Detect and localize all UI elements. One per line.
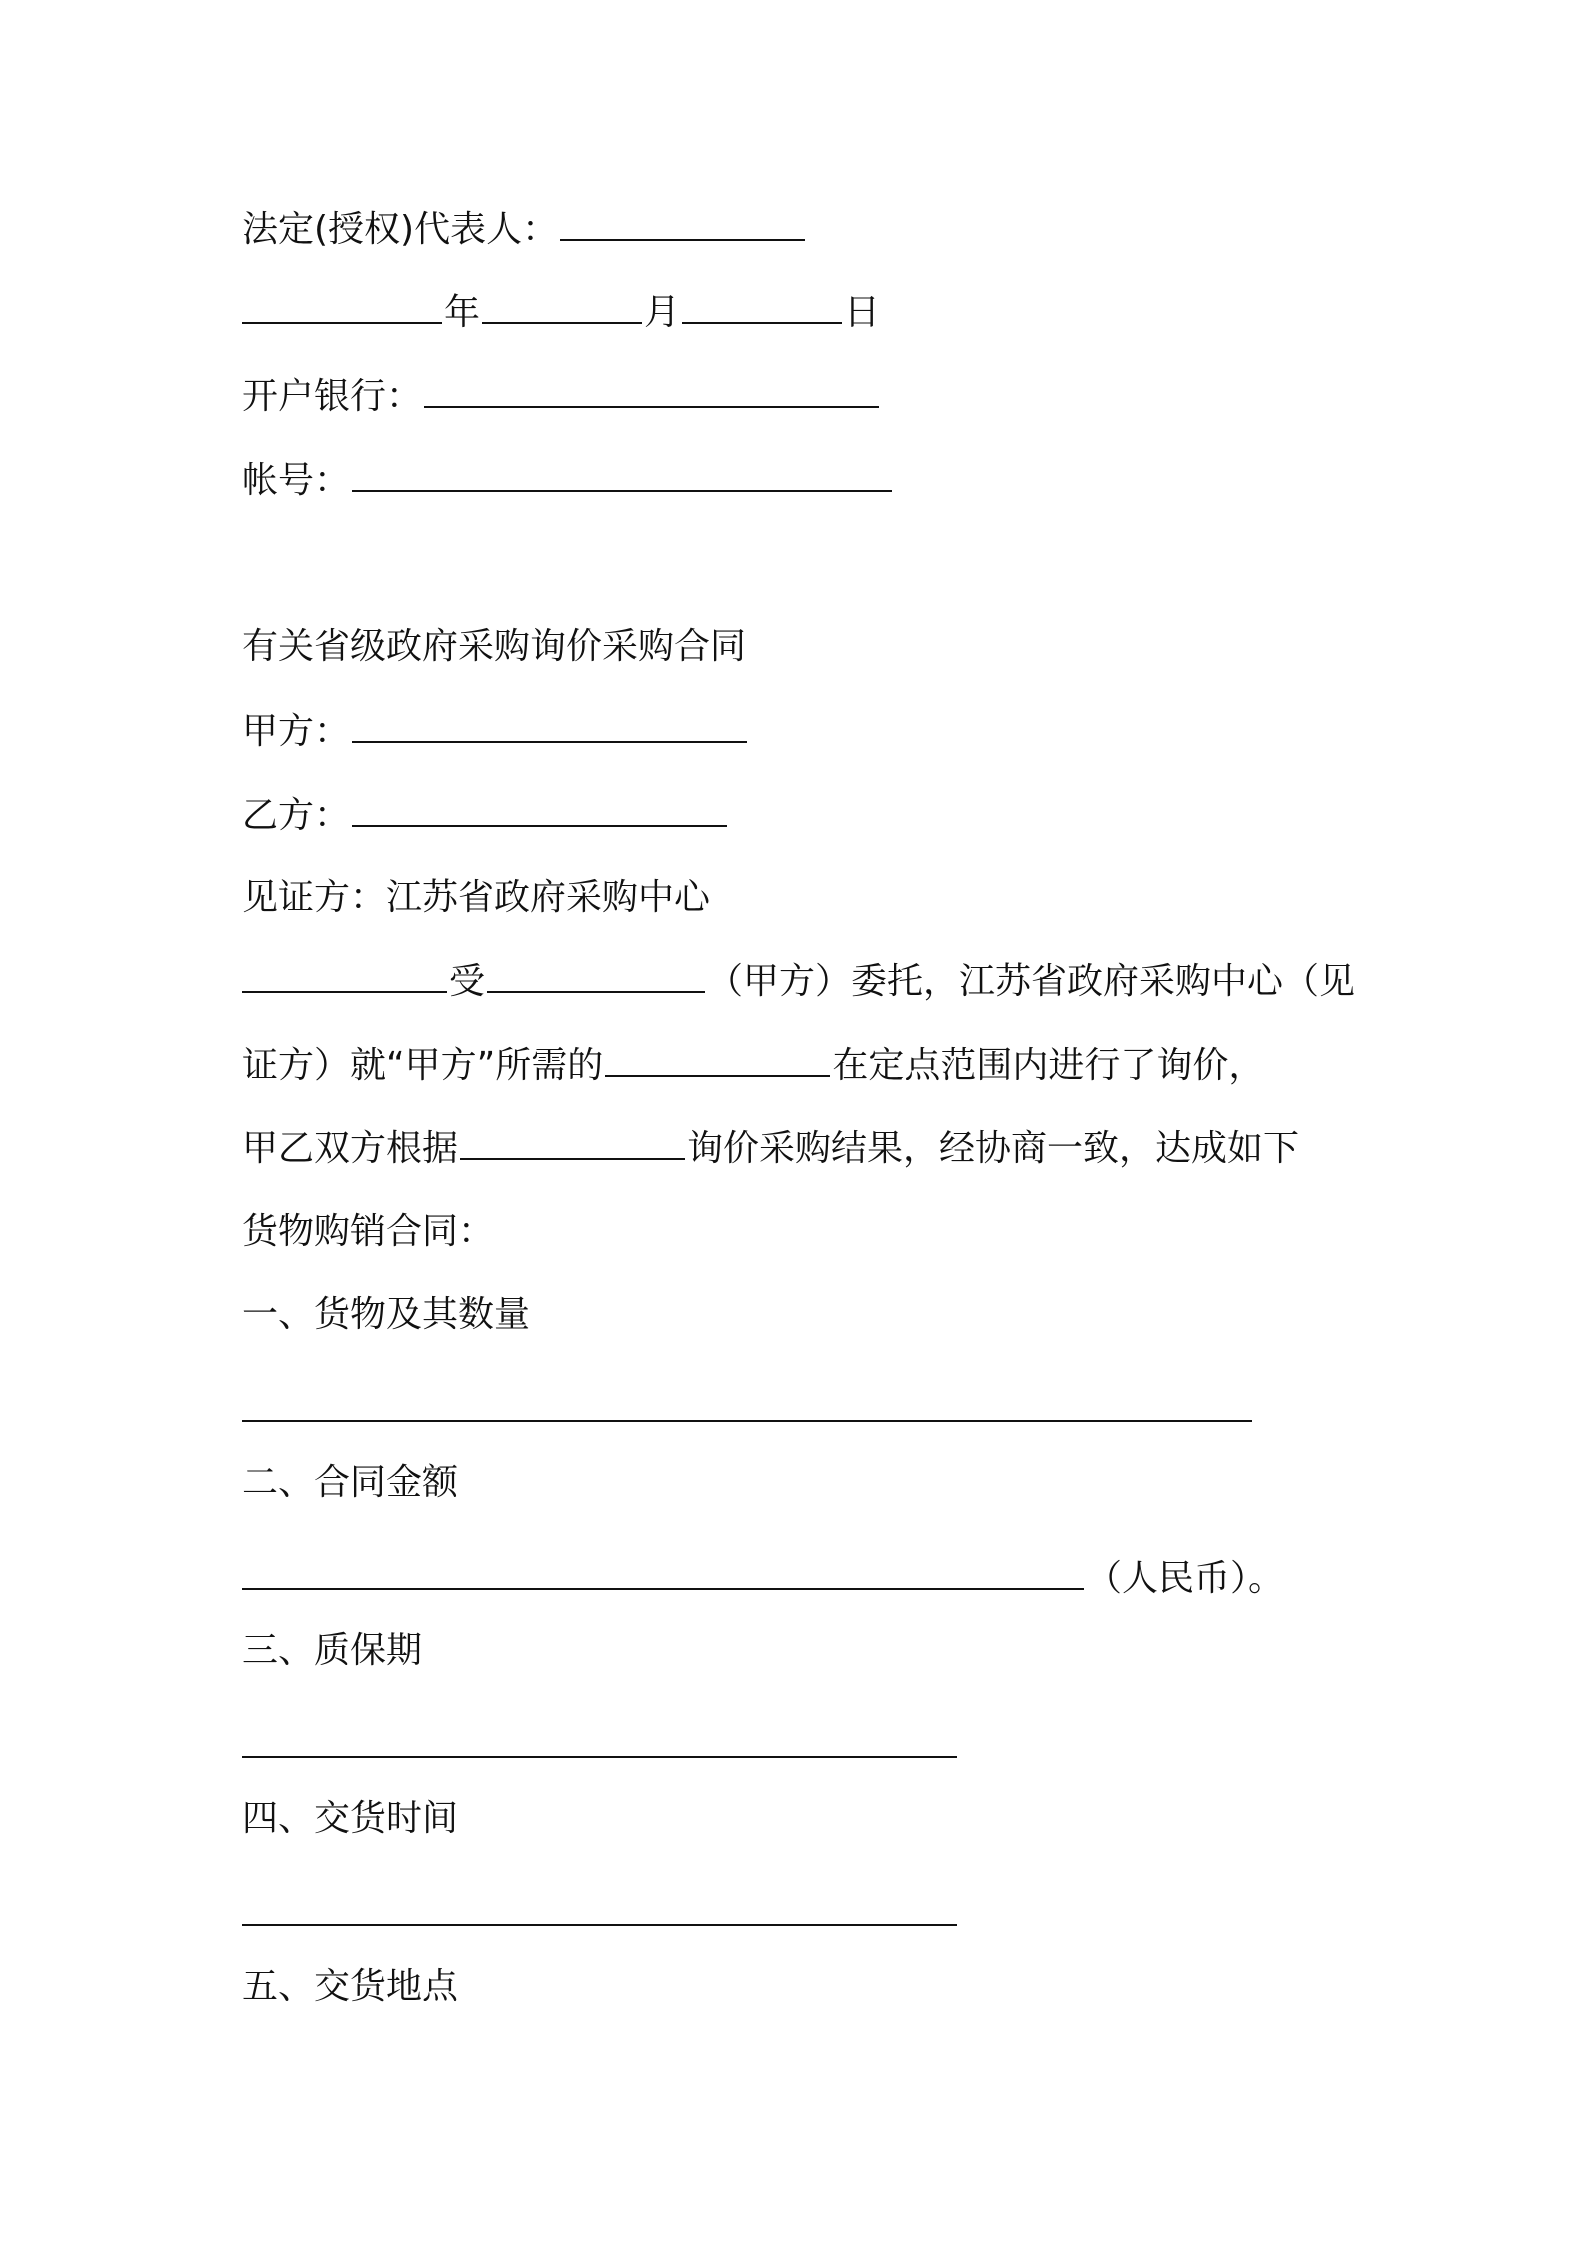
year-label: 年 [444, 292, 481, 333]
party-b-label: 乙方： [242, 795, 351, 836]
p3-part-b: 询价采购结果，经协商一致，达成如下 [687, 1128, 1300, 1169]
section-4-heading: 四、交货时间 [242, 1798, 459, 1839]
p2-part-b: 在定点范围内进行了询价， [832, 1045, 1265, 1086]
p1-part-a: 受 [449, 961, 486, 1002]
day-blank[interactable] [682, 288, 842, 324]
account-blank[interactable] [352, 456, 892, 492]
day-label: 日 [844, 292, 881, 333]
entrusted-party-blank[interactable] [242, 957, 447, 993]
warranty-period-blank[interactable] [242, 1722, 957, 1758]
p1-part-b: （甲方）委托，江苏省政府采购中心（见 [707, 961, 1356, 1002]
party-a-blank[interactable] [352, 707, 747, 743]
p2-part-a: 证方）就“甲方”所需的 [242, 1045, 604, 1086]
delivery-time-blank[interactable] [242, 1890, 957, 1926]
inquiry-ref-blank[interactable] [460, 1124, 685, 1160]
section-3-fill-line [242, 1722, 959, 1771]
party-a-label: 甲方： [242, 711, 351, 752]
bank-label: 开户银行： [242, 376, 423, 417]
currency-suffix: （人民币）。 [1086, 1558, 1285, 1599]
witness-line: 见证方：江苏省政府采购中心 [242, 877, 711, 918]
section-1-heading: 一、货物及其数量 [242, 1294, 531, 1335]
paragraph-line-1 [242, 957, 1355, 1006]
section-2-heading: 二、合同金额 [242, 1462, 459, 1503]
account-line [242, 456, 894, 505]
rep-blank[interactable] [560, 205, 805, 241]
entrusting-party-blank[interactable] [487, 957, 705, 993]
party-b-blank[interactable] [352, 791, 727, 827]
paragraph-line-2 [242, 1041, 1264, 1090]
date-line [242, 288, 880, 337]
party-a-line [242, 707, 749, 756]
bank-blank[interactable] [424, 372, 879, 408]
section-1-fill-line [242, 1386, 1254, 1435]
rep-label: 法定(授权)代表人： [242, 209, 559, 250]
section-4-fill-line [242, 1890, 959, 1939]
section-5-heading: 五、交货地点 [242, 1966, 459, 2007]
goods-quantity-blank[interactable] [242, 1386, 1252, 1422]
section-3-heading: 三、质保期 [242, 1630, 423, 1671]
account-label: 帐号： [242, 460, 351, 501]
contract-title: 有关省级政府采购询价采购合同 [242, 626, 747, 667]
bank-line [242, 372, 881, 421]
year-blank[interactable] [242, 288, 442, 324]
month-blank[interactable] [482, 288, 642, 324]
month-label: 月 [644, 292, 681, 333]
contract-amount-blank[interactable] [242, 1554, 1084, 1590]
section-2-fill-line [242, 1554, 1284, 1603]
paragraph-line-3 [242, 1124, 1299, 1173]
p3-part-a: 甲乙双方根据 [242, 1128, 459, 1169]
paragraph-line-4: 货物购销合同： [242, 1211, 495, 1252]
party-b-line [242, 791, 729, 840]
rep-line [242, 205, 807, 254]
goods-needed-blank[interactable] [605, 1041, 830, 1077]
